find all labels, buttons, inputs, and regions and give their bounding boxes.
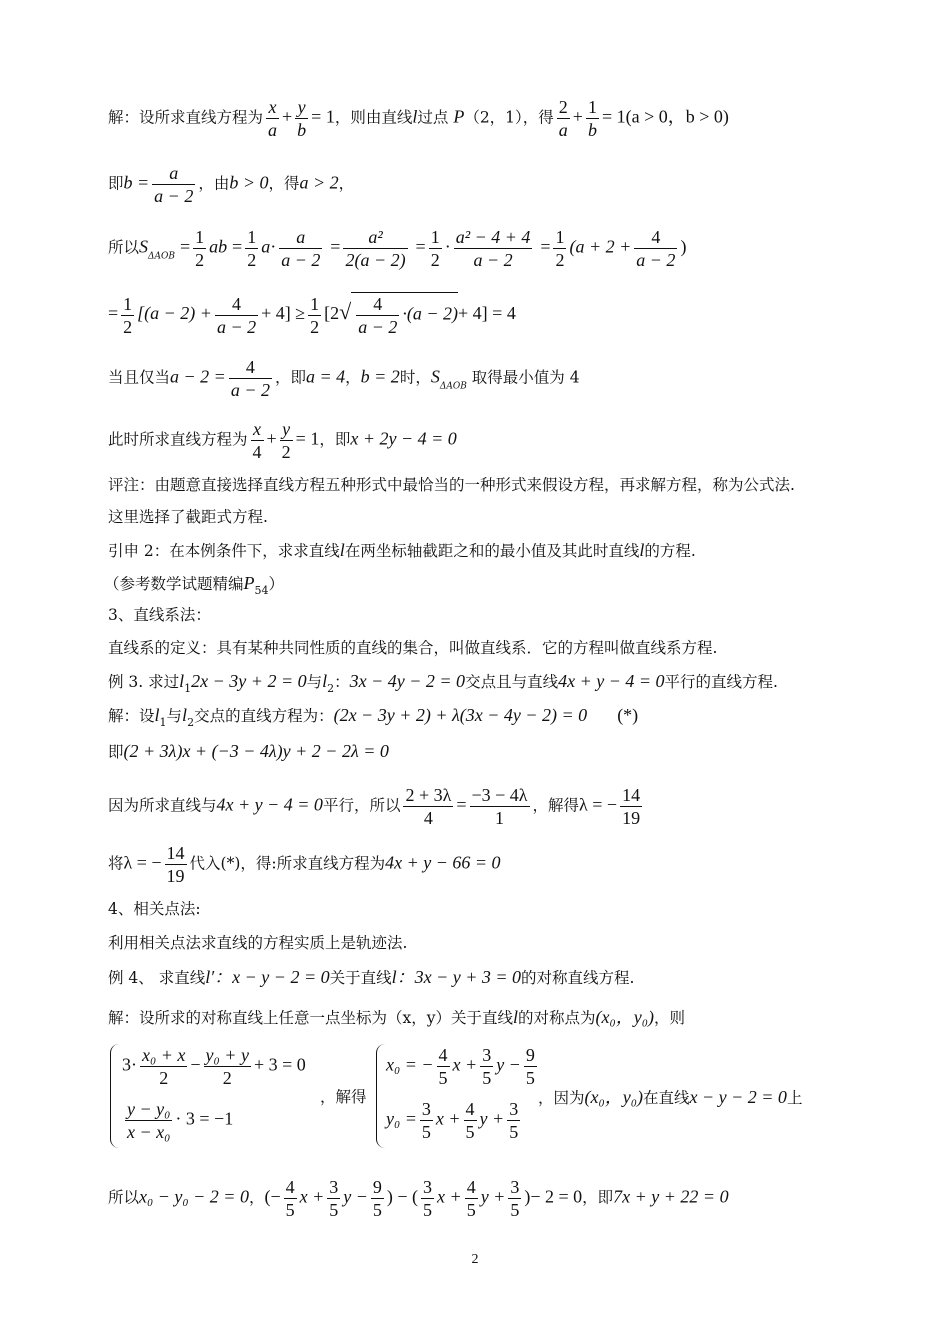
math: ：x − y − 2 = 0 — [214, 967, 330, 987]
system-eq-1: 3· $\frac{\text{x₀ + x}}{2}$ − $\frac{\text{y₀ + y}}{2}$ + 3 = 0 — [122, 1045, 306, 1088]
text: 将 — [108, 854, 124, 873]
text: 引申 2：在本例条件下，求求直线 — [108, 542, 340, 560]
math: x − y − 2 = 0 — [689, 1087, 787, 1107]
solution-3-line-4: 将λ = − $\frac{14}{19}$ 代入(*)，得:所求直线方程为4x + y − 66 = 0 — [108, 843, 501, 886]
example-3-line: 例 3. 求过$l_12x - 3y + 2 = 0$与$l_2$：3x − 4y − 2 = 0交点且与直线4x + y − 4 = 0平行的直线方程. — [108, 671, 778, 695]
math: 3x − 4y − 2 = 0 — [349, 671, 466, 691]
math: S — [430, 366, 440, 387]
method-line: 利用相关点法求直线的方程实质上是轨迹法. — [108, 934, 408, 952]
math: l — [339, 540, 345, 560]
math: a = 4 — [305, 366, 346, 387]
text: （2，1），得 — [464, 108, 554, 127]
math: + 3 = 0 — [253, 1054, 306, 1075]
math: l — [391, 967, 397, 987]
extension-line — [108, 539, 696, 562]
left-brace — [110, 1044, 119, 1148]
text: 的方程. — [644, 542, 696, 560]
text: 此时所求直线方程为 — [108, 430, 248, 449]
math: x + 2y − 4 = 0 — [350, 428, 457, 449]
text: ，则 — [654, 1009, 686, 1027]
text: 与 — [166, 707, 183, 725]
text: 解：设 — [108, 707, 155, 725]
math: (2x − 3y + 2) + λ(3x − 4y − 2) = 0 — [333, 705, 588, 725]
math: (x₀，y₀) — [584, 1087, 643, 1107]
solution-line-6: 此时所求直线方程为 $\frac{x}{4}$ + $\frac{y}{2}$ = 1，即x + 2y − 4 = 0 — [108, 419, 457, 462]
subscript: ΔAOB — [439, 381, 467, 392]
math: 7x + y + 22 = 0 — [613, 1186, 729, 1207]
text: ，即 — [582, 1188, 614, 1207]
system-eq-2: $\frac{\text{y − y₀}}{\text{x − x₀}}$ · 3 = −1 — [127, 1099, 234, 1142]
subscript: 54 — [254, 584, 269, 597]
text: 即 — [108, 174, 124, 193]
text: 取得最小值为 4 — [471, 368, 580, 387]
math: b > 0 — [229, 172, 269, 193]
math: x₀ − y₀ − 2 = 0 — [139, 1186, 249, 1207]
text: ，解得 — [532, 796, 580, 815]
comment-line-1: 评注：由题意直接选择直线方程五种形式中最恰当的一种形式来假设方程，再求解方程，称为公式法. — [108, 476, 795, 494]
text: 代入(*)，得:所求直线方程为 — [189, 854, 386, 873]
math: b = 2 — [360, 366, 400, 387]
left-brace-2 — [376, 1044, 385, 1148]
solution-3-line-3: 因为所求直线与4x + y − 4 = 0平行，所以 $\frac{2 + 3\lambda}{4}$ = $\frac{-3 - 4\lambda}{1}$ ，解得λ = − $\frac{14}{19}$ — [108, 785, 641, 828]
math: a − 2 = — [170, 366, 226, 387]
subscript: ΔAOB — [148, 251, 176, 262]
text: 所以 — [108, 238, 140, 257]
text: 即 — [108, 743, 124, 761]
because-text — [538, 1086, 802, 1109]
math: = 1 — [295, 428, 320, 449]
math: l — [639, 540, 645, 560]
math: y₀ = — [386, 1108, 417, 1129]
solution-4-final: 所以x₀ − y₀ − 2 = 0，(− $\frac{4}{5}$ x + $\frac{3}{5}$ y − $\frac{9}{5}$ ) − ( $\frac{3}{5}$ x + $\frac{4}{5}$ y + $\frac{3}{5}$ )− 2 = 0，即7x + y + 22 = 0 — [108, 1177, 729, 1220]
definition-line: 直线系的定义：具有某种共同性质的直线的集合，叫做直线系．它的方程叫做直线系方程. — [108, 639, 718, 657]
text: 平行的直线方程. — [664, 673, 778, 691]
text: 交点且与直线 — [465, 673, 559, 691]
text: 所以 — [108, 1188, 140, 1207]
text: 解：设所求的对称直线上任意一点坐标为（x，y）关于直线 — [108, 1009, 513, 1027]
math: 4x + y − 4 = 0 — [216, 794, 323, 815]
math: 2x − 3y + 2 = 0 — [191, 671, 307, 691]
text: 平行，所以 — [322, 796, 401, 815]
text: 过点 — [417, 108, 449, 127]
text: ，即 — [274, 368, 306, 387]
text: 上 — [786, 1089, 803, 1107]
math: b = — [123, 172, 150, 193]
text: 因为所求直线与 — [108, 796, 217, 815]
solution-line-1: 解：设所求直线方程为 $\frac{x}{a}$ + $\frac{y}{b}$ = 1，则由直线l过点 P（2，1），得 $\frac{2}{a}$ + $\frac{1}{b}$ = 1(a > 0，b > 0) — [108, 97, 729, 140]
math: λ = − — [579, 794, 618, 815]
text: ， — [345, 368, 361, 387]
text: 解：设所求直线方程为 — [108, 108, 264, 127]
text: ，因为 — [538, 1089, 585, 1107]
math: l — [513, 1007, 519, 1027]
text: 的对称直线方程. — [521, 969, 635, 987]
math: x₀ = − — [386, 1054, 434, 1075]
equation-tag: (*) — [617, 705, 639, 725]
text: ，由 — [198, 174, 230, 193]
text: （参考数学试题精编 — [104, 575, 244, 593]
solution-line-4: = $\frac{1}{2}$ [(a − 2) + $\frac{4}{a - 2}$ + 4] ≥ $\frac{1}{2}$ [2√ $\frac{4}{a - 2}$ ·(a − 2)+ 4] = 4 — [108, 293, 516, 337]
fraction-y-over-b: $\frac{y}{b}$ — [297, 97, 307, 140]
math: l′ — [205, 967, 215, 987]
text: 在直线 — [643, 1089, 690, 1107]
math: a > 2 — [299, 172, 339, 193]
section-heading-3: 3、直线系法： — [108, 606, 211, 624]
text: ，即 — [319, 430, 351, 449]
text: 关于直线 — [329, 969, 392, 987]
solution-line-5: 当且仅当a − 2 = $\frac{4}{a - 2}$ ，即a = 4，b = 2时，$S_{\Delta AOB}$ 取得最小值为 4 — [108, 357, 580, 400]
text: ，得 — [268, 174, 300, 193]
text: ，则由直线 — [334, 108, 413, 127]
math: (x₀，y₀) — [595, 1007, 655, 1027]
solution-4-line-1 — [108, 1006, 685, 1029]
condition: (a > 0，b > 0) — [625, 106, 729, 127]
text: ， — [248, 1188, 265, 1207]
text: 在两坐标轴截距之和的最小值及其此时直线 — [344, 542, 640, 560]
text: 当且仅当 — [108, 368, 171, 387]
text: 的对称点为 — [518, 1009, 596, 1027]
section-heading-4: 4、相关点法: — [108, 900, 201, 918]
solution-x0: x₀ = − $\frac{4}{5}$ x + $\frac{3}{5}$ y − $\frac{9}{5}$ — [386, 1045, 535, 1088]
solution-line-3: 所以$S_{\Delta AOB}$ = $\frac{1}{2}$ ab = $\frac{1}{2}$ a· $\frac{a}{a - 2}$ = $\frac{\text{a²}}{2(a - 2)}$ = $\frac{1}{2}$ · $\frac{\text{a² − 4 + 4}}{a - 2}$ = $\frac{1}{2}$ (a + 2 + $\frac{4}{a - 2}$ ) — [108, 227, 687, 270]
math: λ = − — [123, 852, 162, 873]
solve-text: ，解得 — [320, 1088, 367, 1106]
text: 例 3. 求过 — [108, 673, 180, 691]
solution-3-line-2 — [108, 740, 389, 763]
solution-y0: y₀ = $\frac{3}{5}$ x + $\frac{4}{5}$ y + $\frac{3}{5}$ — [386, 1099, 519, 1142]
page-number: 2 — [471, 1252, 479, 1267]
math: S — [139, 236, 149, 257]
text: ， — [338, 174, 355, 193]
reference-line — [104, 572, 284, 602]
solution-3-line-1: 解：设$l_1$与$l_2$交点的直线方程为：(2x − 3y + 2) + λ(3x − 4y − 2) = 0 (*) — [108, 705, 639, 729]
text: 与 — [306, 673, 323, 691]
point-label: P — [453, 106, 465, 127]
math: 4x + y − 66 = 0 — [385, 852, 501, 873]
math: (2 + 3λ)x + (−3 − 4λ)y + 2 − 2λ = 0 — [123, 741, 389, 761]
math: − 2 = 0 — [530, 1186, 583, 1207]
fraction-x-over-a: $\frac{x}{a}$ — [268, 97, 278, 140]
example-4-line — [108, 966, 634, 989]
text: ） — [268, 575, 285, 593]
text: 例 4、 求直线 — [108, 969, 206, 987]
math: 4x + y − 4 = 0 — [558, 671, 665, 691]
math: · 3 = −1 — [175, 1108, 234, 1129]
text: 时， — [399, 368, 431, 387]
math: P — [243, 573, 255, 593]
math: ：3x − y + 3 = 0 — [396, 967, 522, 987]
comment-line-2: 这里选择了截距式方程. — [108, 508, 268, 526]
text: 交点的直线方程为： — [194, 707, 334, 725]
solution-line-2: 即b = $\frac{a}{a - 2}$ ，由b > 0，得a > 2， — [108, 163, 355, 206]
